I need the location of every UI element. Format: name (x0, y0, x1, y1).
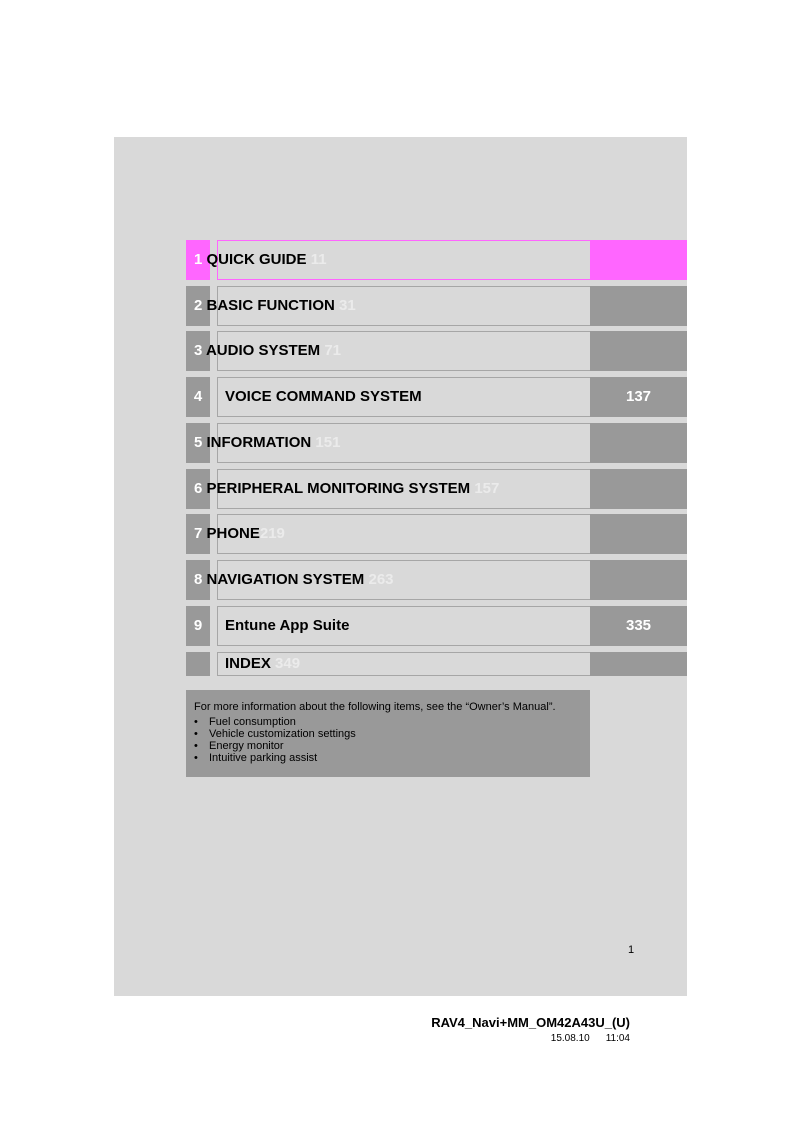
chapter-heading (194, 480, 499, 497)
list-item-label: Vehicle customization settings (209, 728, 356, 740)
index-page: 349 (275, 655, 301, 672)
chapter-number: 4 (193, 388, 203, 405)
toc-row-phone[interactable] (186, 514, 687, 554)
chapter-heading (194, 251, 327, 268)
chapter-title: Entune App Suite (225, 617, 350, 634)
chapter-number: 6 (194, 480, 203, 497)
toc-row-peripheral-monitoring-system[interactable] (186, 469, 687, 509)
print-timestamp (551, 1033, 630, 1044)
chapter-title: AUDIO SYSTEM (205, 342, 321, 359)
print-date: 15.08.10 (550, 1033, 590, 1044)
index-heading (225, 655, 300, 672)
index-title: INDEX (225, 655, 271, 672)
toc-row-entune-app-suite[interactable] (186, 606, 687, 646)
chapter-page: 31 (339, 297, 356, 314)
note-intro: For more information about the following items, see the “Owner’s Manual”. (194, 701, 556, 713)
chapter-title: VOICE COMMAND SYSTEM (225, 388, 422, 405)
list-item-label: Fuel consumption (209, 716, 296, 728)
chapter-side-tab (590, 240, 687, 280)
chapter-title: PERIPHERAL MONITORING SYSTEM (206, 480, 471, 497)
chapter-side-tab (590, 469, 687, 509)
chapter-side-tab (590, 560, 687, 600)
document-id: RAV4_Navi+MM_OM42A43U_(U) (431, 1015, 630, 1030)
chapter-heading (194, 571, 394, 588)
chapter-page: 71 (324, 342, 342, 359)
toc-row-quick-guide[interactable] (186, 240, 687, 280)
chapter-page: 137 (625, 388, 652, 405)
chapter-heading (194, 297, 356, 314)
chapter-page: 219 (259, 525, 285, 542)
list-item (186, 752, 356, 764)
list-item (186, 728, 356, 740)
chapter-side-tab (590, 652, 687, 676)
chapter-number: 7 (194, 525, 203, 542)
chapter-page: 157 (474, 480, 500, 497)
chapter-heading (194, 525, 285, 542)
list-item-label: Intuitive parking assist (209, 752, 318, 764)
chapter-page: 263 (368, 571, 394, 588)
toc-row-audio-system[interactable] (186, 331, 687, 371)
chapter-page: 335 (625, 617, 652, 634)
chapter-side-tab (590, 423, 687, 463)
list-item (186, 716, 356, 728)
chapter-page: 151 (315, 434, 341, 451)
chapter-title: BASIC FUNCTION (206, 297, 335, 314)
note-list (186, 716, 356, 764)
owners-manual-note (186, 690, 590, 777)
list-item (186, 740, 356, 752)
toc-row-navigation-system[interactable] (186, 560, 687, 600)
page-number: 1 (628, 944, 635, 956)
chapter-title: INFORMATION (206, 434, 312, 451)
chapter-side-tab (590, 286, 687, 326)
chapter-heading (194, 342, 341, 359)
toc-row-information[interactable] (186, 423, 687, 463)
chapter-number: 8 (194, 571, 203, 588)
chapter-title: NAVIGATION SYSTEM (206, 571, 365, 588)
list-item-label: Energy monitor (209, 740, 284, 752)
chapter-side-tab (590, 514, 687, 554)
chapter-title: QUICK GUIDE (206, 251, 307, 268)
chapter-number: 1 (194, 251, 203, 268)
chapter-page: 11 (310, 251, 327, 268)
print-time: 11:04 (605, 1033, 630, 1044)
chapter-side-tab (590, 331, 687, 371)
chapter-number: 9 (193, 617, 203, 634)
bullet-icon: • (194, 752, 198, 764)
toc-row-voice-command-system[interactable] (186, 377, 687, 417)
chapter-number: 5 (194, 434, 203, 451)
bullet-icon: • (194, 728, 198, 740)
chapter-title: PHONE (206, 525, 260, 542)
chapter-number: 3 (194, 342, 203, 359)
chapter-number: 2 (194, 297, 203, 314)
chapter-heading (194, 434, 340, 451)
toc-row-index[interactable] (186, 652, 687, 676)
bullet-icon: • (194, 716, 198, 728)
toc-row-basic-function[interactable] (186, 286, 687, 326)
bullet-icon: • (194, 740, 198, 752)
chapter-tab (186, 652, 210, 676)
